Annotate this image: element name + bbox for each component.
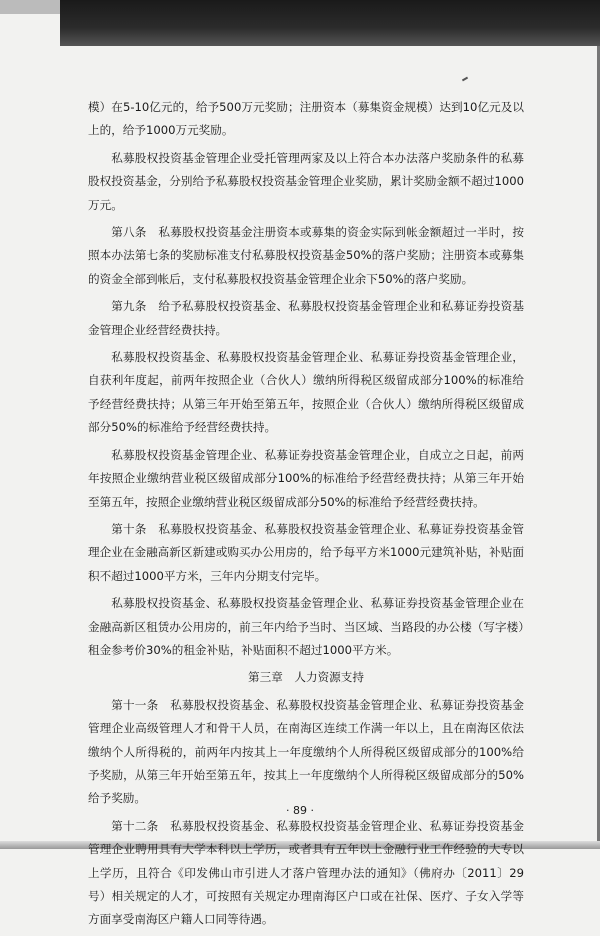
scan-edge xyxy=(0,0,60,14)
paragraph: 第九条 给予私募股权投资基金、私募股权投资基金管理企业和私募证券投资基金管理企业经营经费扶持。 xyxy=(88,299,524,337)
paragraph: 第十一条 私募股权投资基金、私募股权投资基金管理企业、私募证券投资基金管理企业高级管理人才和骨干人员，在南海区连续工作满一年以上，且在南海区依法缴纳个人所得税的，前两年内按其上一年度缴纳个人所得税区级留成部分的100%给予奖励，从第三年开始至第五年，按其上一年度缴纳个人所得税区级留成部分的50%给予奖励。 xyxy=(88,697,524,806)
paragraph: 私募股权投资基金管理企业、私募证券投资基金管理企业，自成立之日起，前两年按照企业缴纳营业税区级留成部分100%的标准给予经营经费扶持；从第三年开始至第五年，按照企业缴纳营业税区级留成部分50%的标准给予经营经费扶持。 xyxy=(88,447,524,509)
paragraph: 私募股权投资基金、私募股权投资基金管理企业、私募证券投资基金管理企业在金融高新区租赁办公用房的，前三年内给予当时、当区域、当路段的办公楼（写字楼）租金参考价30%的租金补贴，补贴面积不超过1000平方米。 xyxy=(88,596,524,657)
paragraph: 第八条 私募股权投资基金注册资本或募集的资金实际到帐金额超过一半时，按照本办法第七条的奖励标准支付私募股权投资基金50%的落户奖励；注册资本或募集的资金全部到帐后，支付私募股权投资基金管理企业余下50%的落户奖励。 xyxy=(88,225,524,286)
paragraph: 私募股权投资基金、私募股权投资基金管理企业、私募证券投资基金管理企业，自获利年度起，前两年按照企业（合伙人）缴纳所得税区级留成部分100%的标准给予经营经费扶持；从第三年开始至第五年，按照企业（合伙人）缴纳所得税区级留成部分50%的标准给予经营经费扶持。 xyxy=(88,350,524,435)
scan-speck xyxy=(462,77,468,82)
page-number: · 89 · xyxy=(286,804,314,817)
scan-shadow-top xyxy=(60,0,600,46)
paragraph: 模）在5-10亿元的，给予500万元奖励；注册资本（募集资金规模）达到10亿元及以上的，给予1000万元奖励。 xyxy=(88,100,524,138)
chapter-heading: 第三章 人力资源支持 xyxy=(248,670,364,685)
paragraph: 第十条 私募股权投资基金、私募股权投资基金管理企业、私募证券投资基金管理企业在金融高新区新建或购买办公用房的，给予每平方米1000元建筑补贴，补贴面积不超过1000平方米，三年内分期支付完毕。 xyxy=(88,521,524,583)
paragraph: 私募股权投资基金管理企业受托管理两家及以上符合本办法落户奖励条件的私募股权投资基金，分别给予私募股权投资基金管理企业奖励，累计奖励金额不超过1000万元。 xyxy=(88,150,524,212)
paragraph: 第十二条 私募股权投资基金、私募股权投资基金管理企业、私募证券投资基金管理企业聘用具有大学本科以上学历，或者具有五年以上金融行业工作经验的大专以上学历，且符合《印发佛山市引进人才落户管理办法的通知》（佛府办〔2011〕29号）相关规定的人才，可按照有关规定办理南海区户口或在社保、医疗、子女入学等方面享受南海区户籍人口同等待遇。 xyxy=(88,818,524,927)
